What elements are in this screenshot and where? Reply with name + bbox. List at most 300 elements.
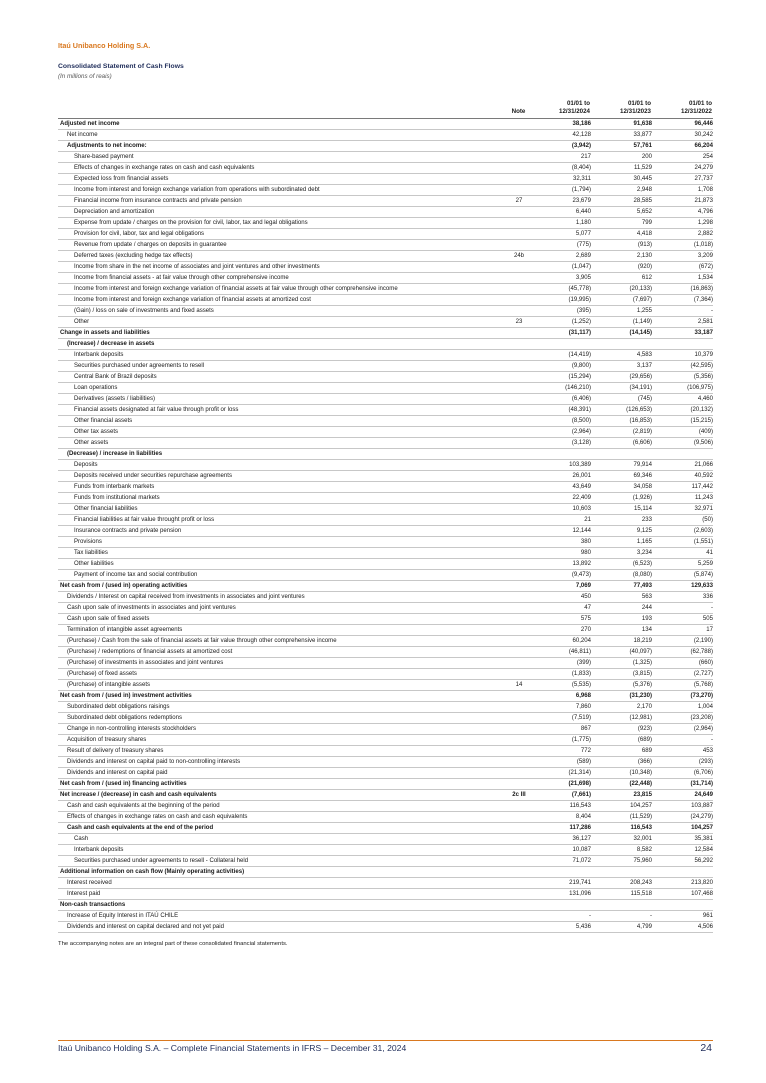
row-value-2024: (45,778) xyxy=(530,284,591,295)
row-note xyxy=(508,163,530,174)
row-value-2024: (5,535) xyxy=(530,680,591,691)
row-label: Income from share in the net income of associates and joint ventures and other investments xyxy=(58,262,508,273)
table-row xyxy=(58,812,713,823)
row-value-2022: - xyxy=(652,306,713,317)
row-note xyxy=(508,240,530,251)
row-label: (Decrease) / increase in liabilities xyxy=(58,449,508,460)
row-label: Other tax assets xyxy=(58,427,508,438)
row-label: Interbank deposits xyxy=(58,845,508,856)
row-label: Dividends and interest on capital declared and not yet paid xyxy=(58,922,508,933)
row-value-2024: 380 xyxy=(530,537,591,548)
table-row xyxy=(58,603,713,614)
row-note xyxy=(508,625,530,636)
row-note xyxy=(508,207,530,218)
row-note xyxy=(508,900,530,911)
row-label: Net cash from / (used in) operating activities xyxy=(58,581,508,592)
row-value-2022: - xyxy=(652,603,713,614)
row-label: Income from interest and foreign exchange variation of financial assets at amortized cost xyxy=(58,295,508,306)
row-value-2023: - xyxy=(591,911,652,922)
table-row xyxy=(58,669,713,680)
row-value-2022: (23,208) xyxy=(652,713,713,724)
table-row xyxy=(58,625,713,636)
row-note xyxy=(508,119,530,130)
row-label: Income from interest and foreign exchange variation of financial assets at fair value through other comprehensive income xyxy=(58,284,508,295)
row-value-2024: 6,968 xyxy=(530,691,591,702)
row-value-2023: 79,914 xyxy=(591,460,652,471)
row-value-2024: 21 xyxy=(530,515,591,526)
row-value-2023: 9,125 xyxy=(591,526,652,537)
row-value-2024: (7,519) xyxy=(530,713,591,724)
row-value-2023: 208,243 xyxy=(591,878,652,889)
column-2022-date: 12/31/2022 xyxy=(681,108,712,115)
row-note xyxy=(508,581,530,592)
row-value-2023 xyxy=(591,339,652,350)
row-value-2022: (20,132) xyxy=(652,405,713,416)
row-note xyxy=(508,889,530,900)
row-label: Loan operations xyxy=(58,383,508,394)
row-value-2022: 56,292 xyxy=(652,856,713,867)
row-value-2023: 30,445 xyxy=(591,174,652,185)
row-value-2023: 2,170 xyxy=(591,702,652,713)
row-label: Subordinated debt obligations redemptions xyxy=(58,713,508,724)
footer-text: Itaú Unibanco Holding S.A. – Complete Financial Statements in IFRS – December 31, 2024 xyxy=(58,1043,407,1053)
row-label: Dividends / Interest on capital received from investments in associates and joint ventures xyxy=(58,592,508,603)
row-value-2023: (12,981) xyxy=(591,713,652,724)
row-note xyxy=(508,548,530,559)
row-label: Income from interest and foreign exchange variation from operations with subordinated debt xyxy=(58,185,508,196)
row-value-2022: 17 xyxy=(652,625,713,636)
statement-title: Consolidated Statement of Cash Flows xyxy=(58,63,184,70)
table-row xyxy=(58,273,713,284)
row-value-2022: 107,468 xyxy=(652,889,713,900)
row-note xyxy=(508,449,530,460)
row-value-2023: 4,418 xyxy=(591,229,652,240)
row-note xyxy=(508,174,530,185)
row-value-2022: (5,768) xyxy=(652,680,713,691)
row-value-2024: 26,001 xyxy=(530,471,591,482)
row-value-2022: (6,706) xyxy=(652,768,713,779)
row-value-2022: (73,270) xyxy=(652,691,713,702)
row-label: Net cash from / (used in) investment activities xyxy=(58,691,508,702)
row-value-2023: 11,529 xyxy=(591,163,652,174)
row-note xyxy=(508,185,530,196)
row-value-2024: 10,603 xyxy=(530,504,591,515)
column-2024-date: 12/31/2024 xyxy=(559,108,590,115)
row-label: Other xyxy=(58,317,508,328)
row-value-2023: (913) xyxy=(591,240,652,251)
row-note xyxy=(508,570,530,581)
row-value-2024: 22,409 xyxy=(530,493,591,504)
row-note xyxy=(508,482,530,493)
table-row xyxy=(58,537,713,548)
row-value-2024: (14,419) xyxy=(530,350,591,361)
row-value-2022: (42,595) xyxy=(652,361,713,372)
row-value-2022: 27,737 xyxy=(652,174,713,185)
table-row xyxy=(58,449,713,460)
row-note xyxy=(508,768,530,779)
row-value-2022: 453 xyxy=(652,746,713,757)
row-label: Result of delivery of treasury shares xyxy=(58,746,508,757)
row-note xyxy=(508,647,530,658)
row-value-2023: (14,145) xyxy=(591,328,652,339)
row-value-2023: (11,529) xyxy=(591,812,652,823)
row-value-2023: (31,230) xyxy=(591,691,652,702)
row-note xyxy=(508,372,530,383)
row-label: Central Bank of Brazil deposits xyxy=(58,372,508,383)
row-value-2024: 219,741 xyxy=(530,878,591,889)
table-row xyxy=(58,823,713,834)
row-note xyxy=(508,383,530,394)
table-row xyxy=(58,713,713,724)
row-value-2023: 57,761 xyxy=(591,141,652,152)
row-label: Other liabilities xyxy=(58,559,508,570)
table-row xyxy=(58,218,713,229)
row-note xyxy=(508,394,530,405)
table-row xyxy=(58,878,713,889)
table-row xyxy=(58,702,713,713)
row-note xyxy=(508,515,530,526)
row-value-2024: (3,128) xyxy=(530,438,591,449)
row-value-2023: (22,448) xyxy=(591,779,652,790)
label-column-header xyxy=(58,95,508,119)
row-label: Provisions xyxy=(58,537,508,548)
row-label: Cash and cash equivalents at the beginning of the period xyxy=(58,801,508,812)
row-value-2024: 42,128 xyxy=(530,130,591,141)
row-note xyxy=(508,427,530,438)
page-number: 24 xyxy=(700,1042,712,1054)
row-value-2022: (24,279) xyxy=(652,812,713,823)
row-label: Deposits received under securities repurchase agreements xyxy=(58,471,508,482)
row-value-2022: 41 xyxy=(652,548,713,559)
row-label: Depreciation and amortization xyxy=(58,207,508,218)
table-row xyxy=(58,779,713,790)
row-note xyxy=(508,152,530,163)
row-value-2022: (409) xyxy=(652,427,713,438)
row-value-2022: 3,209 xyxy=(652,251,713,262)
row-value-2024 xyxy=(530,339,591,350)
row-note xyxy=(508,273,530,284)
row-value-2023: 244 xyxy=(591,603,652,614)
row-note xyxy=(508,592,530,603)
table-row xyxy=(58,911,713,922)
row-value-2022: (293) xyxy=(652,757,713,768)
row-value-2024: 32,311 xyxy=(530,174,591,185)
row-label: Additional information on cash flow (Mainly operating activities) xyxy=(58,867,508,878)
row-value-2024: 575 xyxy=(530,614,591,625)
row-value-2024: (21,698) xyxy=(530,779,591,790)
row-label: Insurance contracts and private pension xyxy=(58,526,508,537)
row-label: Cash and cash equivalents at the end of the period xyxy=(58,823,508,834)
row-note xyxy=(508,922,530,933)
row-value-2023: 104,257 xyxy=(591,801,652,812)
row-note xyxy=(508,141,530,152)
row-label: (Purchase) of intangible assets xyxy=(58,680,508,691)
row-label: Other financial liabilities xyxy=(58,504,508,515)
table-row xyxy=(58,196,713,207)
row-label: Effects of changes in exchange rates on cash and cash equivalents xyxy=(58,812,508,823)
row-value-2022: (2,190) xyxy=(652,636,713,647)
table-row xyxy=(58,845,713,856)
row-value-2024: 117,286 xyxy=(530,823,591,834)
table-header-row xyxy=(58,95,713,119)
row-label: Deferred taxes (excluding hedge tax effects) xyxy=(58,251,508,262)
row-value-2022: 24,279 xyxy=(652,163,713,174)
row-note xyxy=(508,460,530,471)
row-value-2024: 980 xyxy=(530,548,591,559)
row-value-2024: 13,892 xyxy=(530,559,591,570)
row-value-2024: (1,833) xyxy=(530,669,591,680)
row-value-2023: 34,058 xyxy=(591,482,652,493)
row-value-2024: 5,436 xyxy=(530,922,591,933)
row-value-2023: 193 xyxy=(591,614,652,625)
row-label: Expected loss from financial assets xyxy=(58,174,508,185)
row-value-2022: 35,381 xyxy=(652,834,713,845)
row-value-2022: 11,243 xyxy=(652,493,713,504)
row-note xyxy=(508,735,530,746)
row-value-2023: (2,819) xyxy=(591,427,652,438)
row-value-2022: (15,215) xyxy=(652,416,713,427)
row-note xyxy=(508,658,530,669)
row-value-2024: (21,314) xyxy=(530,768,591,779)
row-value-2023: 2,948 xyxy=(591,185,652,196)
row-note xyxy=(508,229,530,240)
row-note xyxy=(508,405,530,416)
row-label: Adjusted net income xyxy=(58,119,508,130)
row-value-2022: 30,242 xyxy=(652,130,713,141)
table-row xyxy=(58,141,713,152)
table-row xyxy=(58,416,713,427)
row-value-2024: (8,404) xyxy=(530,163,591,174)
row-value-2024: 38,186 xyxy=(530,119,591,130)
row-value-2023: 15,114 xyxy=(591,504,652,515)
row-value-2023: 1,255 xyxy=(591,306,652,317)
row-note xyxy=(508,823,530,834)
row-value-2023: 75,960 xyxy=(591,856,652,867)
row-note xyxy=(508,537,530,548)
table-row xyxy=(58,328,713,339)
row-note xyxy=(508,801,530,812)
row-value-2022 xyxy=(652,339,713,350)
row-value-2024: 3,905 xyxy=(530,273,591,284)
row-label: Income from financial assets - at fair value through other comprehensive income xyxy=(58,273,508,284)
row-value-2022: 129,633 xyxy=(652,581,713,592)
table-row xyxy=(58,636,713,647)
row-label: Cash xyxy=(58,834,508,845)
row-value-2022: 40,592 xyxy=(652,471,713,482)
row-value-2023: 116,543 xyxy=(591,823,652,834)
row-value-2024: 450 xyxy=(530,592,591,603)
row-label: Other assets xyxy=(58,438,508,449)
table-row xyxy=(58,900,713,911)
table-row xyxy=(58,691,713,702)
row-label: Net income xyxy=(58,130,508,141)
row-value-2024: 1,180 xyxy=(530,218,591,229)
column-2023-header xyxy=(591,95,652,119)
row-value-2022: - xyxy=(652,735,713,746)
row-value-2024: 23,679 xyxy=(530,196,591,207)
row-value-2022: 104,257 xyxy=(652,823,713,834)
row-value-2022: 2,581 xyxy=(652,317,713,328)
row-label: Interest received xyxy=(58,878,508,889)
row-value-2022: 32,971 xyxy=(652,504,713,515)
row-value-2023: (7,697) xyxy=(591,295,652,306)
row-value-2023: (126,653) xyxy=(591,405,652,416)
table-row xyxy=(58,405,713,416)
row-value-2022: 254 xyxy=(652,152,713,163)
row-value-2023: 134 xyxy=(591,625,652,636)
row-value-2023: (923) xyxy=(591,724,652,735)
row-value-2022: 12,584 xyxy=(652,845,713,856)
row-value-2024: (9,800) xyxy=(530,361,591,372)
table-row xyxy=(58,592,713,603)
row-value-2024: (1,794) xyxy=(530,185,591,196)
row-value-2023: 4,583 xyxy=(591,350,652,361)
row-value-2024: (48,391) xyxy=(530,405,591,416)
column-2024-period: 01/01 to xyxy=(566,100,590,107)
row-value-2024: (146,210) xyxy=(530,383,591,394)
row-value-2023: (1,325) xyxy=(591,658,652,669)
row-value-2022: (660) xyxy=(652,658,713,669)
row-value-2023: 689 xyxy=(591,746,652,757)
row-value-2024: 36,127 xyxy=(530,834,591,845)
table-row xyxy=(58,119,713,130)
row-label: (Increase) / decrease in assets xyxy=(58,339,508,350)
table-row xyxy=(58,724,713,735)
row-value-2024: (2,964) xyxy=(530,427,591,438)
row-value-2024: - xyxy=(530,911,591,922)
row-label: Securities purchased under agreements to resell - Collateral held xyxy=(58,856,508,867)
table-row xyxy=(58,867,713,878)
row-value-2022: 21,066 xyxy=(652,460,713,471)
row-value-2022: 21,873 xyxy=(652,196,713,207)
row-value-2024: (399) xyxy=(530,658,591,669)
row-label: Revenue from update / charges on deposits in guarantee xyxy=(58,240,508,251)
row-note xyxy=(508,416,530,427)
units-label: (In millions of reais) xyxy=(58,73,112,80)
row-label: (Gain) / loss on sale of investments and fixed assets xyxy=(58,306,508,317)
row-value-2023: (6,606) xyxy=(591,438,652,449)
row-value-2022: (2,603) xyxy=(652,526,713,537)
table-row xyxy=(58,438,713,449)
footnote: The accompanying notes are an integral part of these consolidated financial statements. xyxy=(58,941,288,947)
row-value-2023: (29,656) xyxy=(591,372,652,383)
row-note xyxy=(508,328,530,339)
row-value-2022: 4,506 xyxy=(652,922,713,933)
row-value-2023 xyxy=(591,900,652,911)
row-value-2023: (3,815) xyxy=(591,669,652,680)
row-value-2023: 5,652 xyxy=(591,207,652,218)
row-value-2024: 60,204 xyxy=(530,636,591,647)
table-row xyxy=(58,240,713,251)
row-value-2022 xyxy=(652,449,713,460)
column-2022-header xyxy=(652,95,713,119)
table-row xyxy=(58,152,713,163)
row-note xyxy=(508,493,530,504)
row-note xyxy=(508,130,530,141)
row-value-2023: 32,001 xyxy=(591,834,652,845)
table-row xyxy=(58,306,713,317)
row-note xyxy=(508,306,530,317)
table-row xyxy=(58,581,713,592)
row-note xyxy=(508,669,530,680)
row-value-2023: (20,133) xyxy=(591,284,652,295)
row-value-2022: 103,887 xyxy=(652,801,713,812)
row-value-2023 xyxy=(591,449,652,460)
row-value-2022: 1,708 xyxy=(652,185,713,196)
row-label: Change in non-controlling interests stockholders xyxy=(58,724,508,735)
row-value-2024: 116,543 xyxy=(530,801,591,812)
row-value-2024: 772 xyxy=(530,746,591,757)
row-value-2024: 2,689 xyxy=(530,251,591,262)
row-value-2022: (106,975) xyxy=(652,383,713,394)
row-value-2024: (19,995) xyxy=(530,295,591,306)
row-value-2023: 612 xyxy=(591,273,652,284)
row-value-2022: (2,964) xyxy=(652,724,713,735)
table-row xyxy=(58,130,713,141)
table-row xyxy=(58,372,713,383)
table-row xyxy=(58,350,713,361)
row-value-2023: 91,638 xyxy=(591,119,652,130)
row-label: Cash upon sale of fixed assets xyxy=(58,614,508,625)
row-value-2023: 18,219 xyxy=(591,636,652,647)
column-2024-header xyxy=(530,95,591,119)
row-label: Derivatives (assets / liabilities) xyxy=(58,394,508,405)
row-label: Securities purchased under agreements to resell xyxy=(58,361,508,372)
row-value-2022: 96,446 xyxy=(652,119,713,130)
table-row xyxy=(58,339,713,350)
row-value-2023: 23,815 xyxy=(591,790,652,801)
row-value-2024: (3,942) xyxy=(530,141,591,152)
table-row xyxy=(58,922,713,933)
row-value-2023: 1,165 xyxy=(591,537,652,548)
row-value-2024: (775) xyxy=(530,240,591,251)
row-value-2023: (40,097) xyxy=(591,647,652,658)
row-value-2023: (6,523) xyxy=(591,559,652,570)
table-row xyxy=(58,559,713,570)
row-value-2022: 1,534 xyxy=(652,273,713,284)
company-name: Itaú Unibanco Holding S.A. xyxy=(58,41,151,50)
row-value-2024: 217 xyxy=(530,152,591,163)
row-label: (Purchase) / Cash from the sale of financial assets at fair value through other comprehensive income xyxy=(58,636,508,647)
row-note xyxy=(508,559,530,570)
table-row xyxy=(58,251,713,262)
row-note xyxy=(508,878,530,889)
row-value-2022: 4,460 xyxy=(652,394,713,405)
row-value-2022: (7,364) xyxy=(652,295,713,306)
row-value-2024: 867 xyxy=(530,724,591,735)
row-value-2024: 8,404 xyxy=(530,812,591,823)
row-value-2023: 77,493 xyxy=(591,581,652,592)
row-value-2023: 115,518 xyxy=(591,889,652,900)
table-row xyxy=(58,460,713,471)
row-label: Funds from institutional markets xyxy=(58,493,508,504)
row-label: Net increase / (decrease) in cash and cash equivalents xyxy=(58,790,508,801)
row-label: Acquisition of treasury shares xyxy=(58,735,508,746)
row-value-2024: (31,117) xyxy=(530,328,591,339)
row-note xyxy=(508,702,530,713)
row-note xyxy=(508,779,530,790)
table-row xyxy=(58,493,713,504)
row-value-2023: (1,149) xyxy=(591,317,652,328)
row-value-2022: (9,506) xyxy=(652,438,713,449)
row-value-2022: (1,018) xyxy=(652,240,713,251)
row-value-2024 xyxy=(530,900,591,911)
row-value-2024: 7,069 xyxy=(530,581,591,592)
table-row xyxy=(58,295,713,306)
table-row xyxy=(58,471,713,482)
table-row xyxy=(58,163,713,174)
table-row xyxy=(58,317,713,328)
